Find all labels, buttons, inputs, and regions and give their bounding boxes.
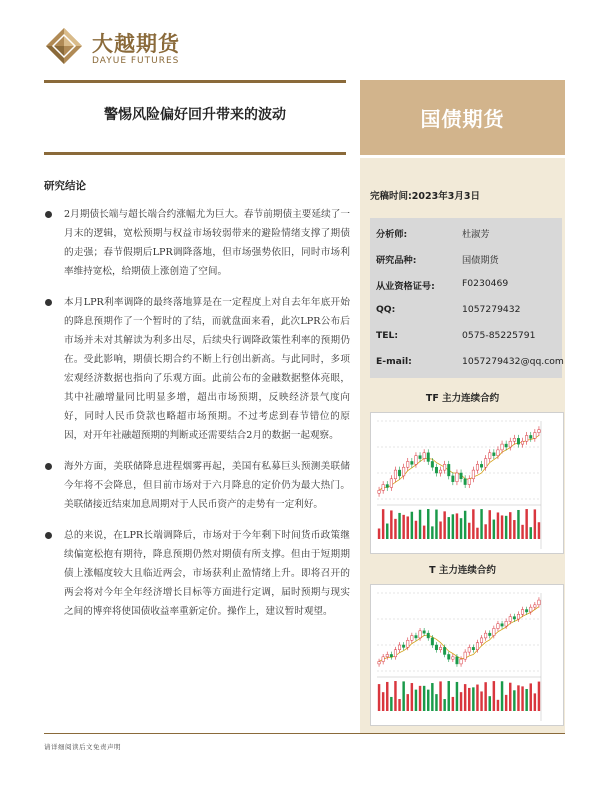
candle-body bbox=[476, 643, 478, 650]
candle-body bbox=[398, 645, 400, 650]
volume-bar bbox=[476, 528, 478, 539]
volume-bar bbox=[427, 690, 429, 711]
candle-body bbox=[476, 464, 478, 470]
info-key: QQ: bbox=[376, 304, 396, 315]
volume-bar bbox=[525, 509, 527, 539]
volume-bar bbox=[489, 696, 491, 711]
volume-bar bbox=[534, 693, 536, 711]
candle-body bbox=[423, 631, 425, 633]
analyst-info-box bbox=[370, 218, 562, 378]
candle-body bbox=[525, 435, 527, 441]
volume-bar bbox=[513, 520, 515, 539]
volume-bar bbox=[431, 526, 433, 539]
paragraph-text: 海外方面，美联储降息进程烟雾再起，美国有私募巨头预测美联储今年将不会降息，但目前市场对于六月降息的定价仍为最大热门。美联储接近结束加息周期对于人民币资产的走势有一定利好。 bbox=[64, 461, 350, 510]
volume-bar bbox=[456, 513, 458, 539]
volume-bar bbox=[427, 509, 429, 539]
volume-bar bbox=[398, 699, 400, 711]
candle-body bbox=[464, 479, 466, 485]
volume-bar bbox=[423, 526, 425, 539]
volume-bar bbox=[448, 517, 450, 539]
moving-average-line bbox=[379, 435, 539, 490]
candle-body bbox=[390, 654, 392, 656]
volume-bar bbox=[534, 509, 536, 539]
candle-body bbox=[509, 617, 511, 622]
volume-bar bbox=[382, 509, 384, 539]
candle-body bbox=[382, 657, 384, 662]
volume-bar bbox=[452, 697, 454, 711]
candle-body bbox=[390, 479, 392, 488]
info-value: 国债期货 bbox=[462, 255, 499, 266]
candle-body bbox=[472, 470, 474, 479]
candle-body bbox=[452, 657, 454, 659]
candle-body bbox=[480, 638, 482, 643]
volume-bar bbox=[493, 520, 495, 539]
volume-bar bbox=[419, 686, 421, 711]
volume-bar bbox=[505, 516, 507, 539]
candle-body bbox=[394, 650, 396, 657]
category-label: 国债期货 bbox=[420, 107, 505, 131]
candle-body bbox=[423, 453, 425, 459]
volume-bar bbox=[484, 524, 486, 539]
info-key: E-mail: bbox=[376, 356, 412, 367]
volume-bar bbox=[448, 681, 450, 711]
volume-bar bbox=[419, 510, 421, 539]
volume-bar bbox=[460, 518, 462, 539]
volume-bar bbox=[402, 515, 404, 539]
chart-title-tf: TF 主力连续合约 bbox=[425, 393, 500, 404]
candle-body bbox=[456, 473, 458, 482]
info-value: 0575-85225791 bbox=[462, 330, 536, 341]
list-item bbox=[44, 526, 350, 621]
volume-bar bbox=[439, 681, 441, 711]
volume-bar bbox=[423, 686, 425, 711]
candle-body bbox=[497, 450, 499, 456]
chart-t bbox=[370, 584, 564, 726]
list-item bbox=[44, 457, 350, 514]
candle-body bbox=[402, 645, 404, 647]
candle-body bbox=[407, 461, 409, 467]
candle-body bbox=[489, 453, 491, 459]
disclaimer-note: 请详细阅读后文免责声明 bbox=[44, 743, 121, 751]
chart-t-svg bbox=[371, 585, 563, 725]
info-key: 从业资格证号: bbox=[376, 281, 435, 292]
candle-body bbox=[530, 435, 532, 438]
candle-body bbox=[538, 430, 540, 433]
volume-bar bbox=[386, 682, 388, 711]
volume-bar bbox=[435, 694, 437, 711]
candle-body bbox=[415, 456, 417, 465]
candle-body bbox=[505, 444, 507, 447]
info-value: 1057279432 bbox=[462, 304, 521, 315]
candle-body bbox=[525, 610, 527, 612]
volume-bar bbox=[378, 684, 380, 711]
diamond-logo-icon bbox=[44, 26, 84, 66]
candle-body bbox=[382, 485, 384, 491]
candle-body bbox=[443, 464, 445, 470]
candle-body bbox=[517, 614, 519, 619]
candle-body bbox=[484, 459, 486, 468]
volume-bar bbox=[378, 529, 380, 540]
title-divider-top bbox=[44, 80, 346, 83]
chart-tf-svg bbox=[371, 413, 563, 553]
candle-body bbox=[435, 645, 437, 650]
candle-body bbox=[448, 654, 450, 659]
report-title: 警惕风险偏好回升带来的波动 bbox=[104, 107, 286, 123]
volume-bar bbox=[394, 681, 396, 711]
candle-body bbox=[460, 659, 462, 664]
research-conclusions bbox=[44, 205, 350, 633]
bullet-icon bbox=[45, 463, 52, 470]
candle-body bbox=[497, 624, 499, 629]
volume-bar bbox=[521, 686, 523, 711]
volume-bar bbox=[468, 523, 470, 539]
candle-body bbox=[501, 624, 503, 626]
volume-bar bbox=[497, 512, 499, 539]
volume-bar bbox=[407, 516, 409, 539]
info-value: F0230469 bbox=[462, 278, 509, 289]
volume-bar bbox=[525, 689, 527, 711]
candle-body bbox=[439, 470, 441, 473]
candle-body bbox=[517, 438, 519, 444]
volume-bar bbox=[456, 682, 458, 711]
volume-bar bbox=[505, 695, 507, 711]
volume-bar bbox=[530, 527, 532, 539]
volume-bar bbox=[517, 685, 519, 711]
volume-bar bbox=[484, 682, 486, 711]
candle-body bbox=[419, 631, 421, 638]
volume-bar bbox=[443, 511, 445, 539]
list-item bbox=[44, 293, 350, 445]
candle-body bbox=[431, 638, 433, 645]
candle-body bbox=[472, 647, 474, 649]
logo-english-text: DAYUE FUTURES bbox=[92, 56, 180, 66]
logo-chinese-text: 大越期货 bbox=[92, 32, 180, 56]
chart-tf bbox=[370, 412, 564, 554]
candle-body bbox=[452, 476, 454, 482]
volume-bar bbox=[398, 513, 400, 539]
info-value: 杜淑芳 bbox=[462, 229, 490, 240]
candle-body bbox=[378, 662, 380, 664]
volume-bar bbox=[435, 510, 437, 539]
candle-body bbox=[464, 652, 466, 659]
volume-bar bbox=[407, 694, 409, 711]
candle-body bbox=[521, 610, 523, 615]
volume-bar bbox=[497, 700, 499, 711]
candle-body bbox=[493, 628, 495, 635]
moving-average-line bbox=[379, 607, 539, 662]
candle-body bbox=[456, 657, 458, 664]
bullet-icon bbox=[45, 532, 52, 539]
finish-date: 完稿时间:2023年3月3日 bbox=[370, 191, 480, 202]
candle-body bbox=[505, 621, 507, 626]
volume-bar bbox=[390, 510, 392, 539]
candle-body bbox=[513, 617, 515, 619]
candle-body bbox=[484, 633, 486, 638]
paragraph-text: 本月LPR利率调降的最终落地算是在一定程度上对自去年年底开始的降息预期作了一个暂时的了结，而就盘面来看，此次LPR公布后市场并未对其解读为利多出尽，后续央行调降政策性利率的预期仍在。受此影响，期债长期合约不断上行创出新高。与此同时，多项宏观经济数据也指向了乐观方面。此前公布的金融数据整体亮眼，其中社融增量同比明显多增，超出市场预期，反映经济景气度向好，同时人民币贷款也略超市场预期。不过考虑到春节错位的原因，对开年社融超预期的判断或还需要结合2月的数据一起观察。 bbox=[64, 297, 350, 441]
candle-body bbox=[407, 640, 409, 647]
info-value: 1057279432@qq.com bbox=[462, 356, 564, 367]
volume-bar bbox=[489, 510, 491, 539]
volume-bar bbox=[513, 690, 515, 711]
candle-body bbox=[513, 438, 515, 441]
chart-title-t: T 主力连续合约 bbox=[429, 565, 496, 576]
section-heading-research: 研究结论 bbox=[44, 180, 86, 192]
volume-bar bbox=[464, 511, 466, 539]
volume-bar bbox=[480, 509, 482, 539]
volume-bar bbox=[501, 515, 503, 539]
volume-bar bbox=[480, 691, 482, 711]
candle-body bbox=[538, 600, 540, 605]
candle-body bbox=[468, 479, 470, 485]
volume-bar bbox=[538, 522, 540, 539]
candle-body bbox=[448, 464, 450, 476]
volume-bar bbox=[402, 681, 404, 711]
candle-body bbox=[419, 456, 421, 459]
paragraph-text: 2月期债长端与超长端合约涨幅尤为巨大。春节前期债主要延续了一月末的逻辑，宽松预期与权益市场较弱带来的避险情绪支撑了期债的走强；春节假期后LPR调降落地，但市场强势依旧，同时市场利率维持宽松，给期债上涨创造了空间。 bbox=[64, 209, 350, 277]
volume-bar bbox=[390, 697, 392, 711]
candle-body bbox=[501, 444, 503, 450]
volume-bar bbox=[443, 699, 445, 711]
volume-bar bbox=[509, 683, 511, 711]
volume-bar bbox=[386, 524, 388, 539]
title-divider-bottom bbox=[44, 152, 346, 155]
volume-bar bbox=[464, 684, 466, 711]
volume-bar bbox=[411, 512, 413, 539]
volume-bar bbox=[460, 692, 462, 711]
candle-body bbox=[439, 647, 441, 649]
bullet-icon bbox=[45, 299, 52, 306]
volume-bar bbox=[509, 512, 511, 539]
volume-bar bbox=[415, 690, 417, 711]
candle-body bbox=[411, 636, 413, 641]
info-key: 分析师: bbox=[376, 229, 408, 240]
volume-bar bbox=[472, 509, 474, 539]
candle-body bbox=[427, 453, 429, 462]
volume-bar bbox=[521, 525, 523, 539]
category-banner bbox=[360, 80, 565, 155]
candle-body bbox=[398, 470, 400, 476]
volume-bar bbox=[517, 510, 519, 539]
candle-body bbox=[386, 485, 388, 488]
volume-bar bbox=[472, 687, 474, 711]
volume-bar bbox=[538, 682, 540, 711]
candle-body bbox=[534, 433, 536, 439]
footer-divider bbox=[44, 733, 565, 734]
candle-body bbox=[378, 490, 380, 493]
candle-body bbox=[460, 473, 462, 479]
candle-body bbox=[402, 467, 404, 476]
candle-body bbox=[386, 654, 388, 656]
candle-body bbox=[493, 453, 495, 456]
candle-body bbox=[435, 467, 437, 473]
candle-body bbox=[415, 636, 417, 638]
volume-bar bbox=[382, 692, 384, 711]
candle-body bbox=[530, 607, 532, 612]
candle-body bbox=[468, 647, 470, 652]
volume-bar bbox=[530, 683, 532, 711]
bullet-icon bbox=[45, 211, 52, 218]
volume-bar bbox=[476, 685, 478, 711]
list-item bbox=[44, 205, 350, 281]
info-key: 研究品种: bbox=[376, 255, 417, 266]
company-logo bbox=[44, 26, 194, 70]
volume-bar bbox=[439, 521, 441, 539]
volume-bar bbox=[431, 683, 433, 711]
candle-body bbox=[480, 464, 482, 467]
volume-bar bbox=[452, 514, 454, 539]
candle-body bbox=[443, 647, 445, 654]
volume-bar bbox=[493, 681, 495, 711]
candle-body bbox=[411, 461, 413, 464]
volume-bar bbox=[415, 521, 417, 539]
paragraph-text: 总的来说，在LPR长端调降后，市场对于今年剩下时间货币政策继续偏宽松抱有期待，降息预期仍然对期债有所支撑。但由于短期期债上涨幅度较大且临近两会，市场获利止盈情绪上升。即将召开的两会将对今年全年经济增长目标等方面进行定调，届时预期与现实之间的博弈将使国债收益率重新定价。操作上，建议暂时观望。 bbox=[64, 530, 350, 617]
candle-body bbox=[394, 470, 396, 479]
volume-bar bbox=[501, 681, 503, 711]
candle-body bbox=[534, 605, 536, 607]
candle-body bbox=[427, 633, 429, 638]
candle-body bbox=[431, 461, 433, 467]
candle-body bbox=[489, 633, 491, 635]
candle-body bbox=[521, 441, 523, 444]
volume-bar bbox=[468, 688, 470, 711]
candle-body bbox=[509, 441, 511, 447]
volume-bar bbox=[394, 519, 396, 539]
volume-bar bbox=[411, 683, 413, 711]
info-key: TEL: bbox=[376, 330, 399, 341]
